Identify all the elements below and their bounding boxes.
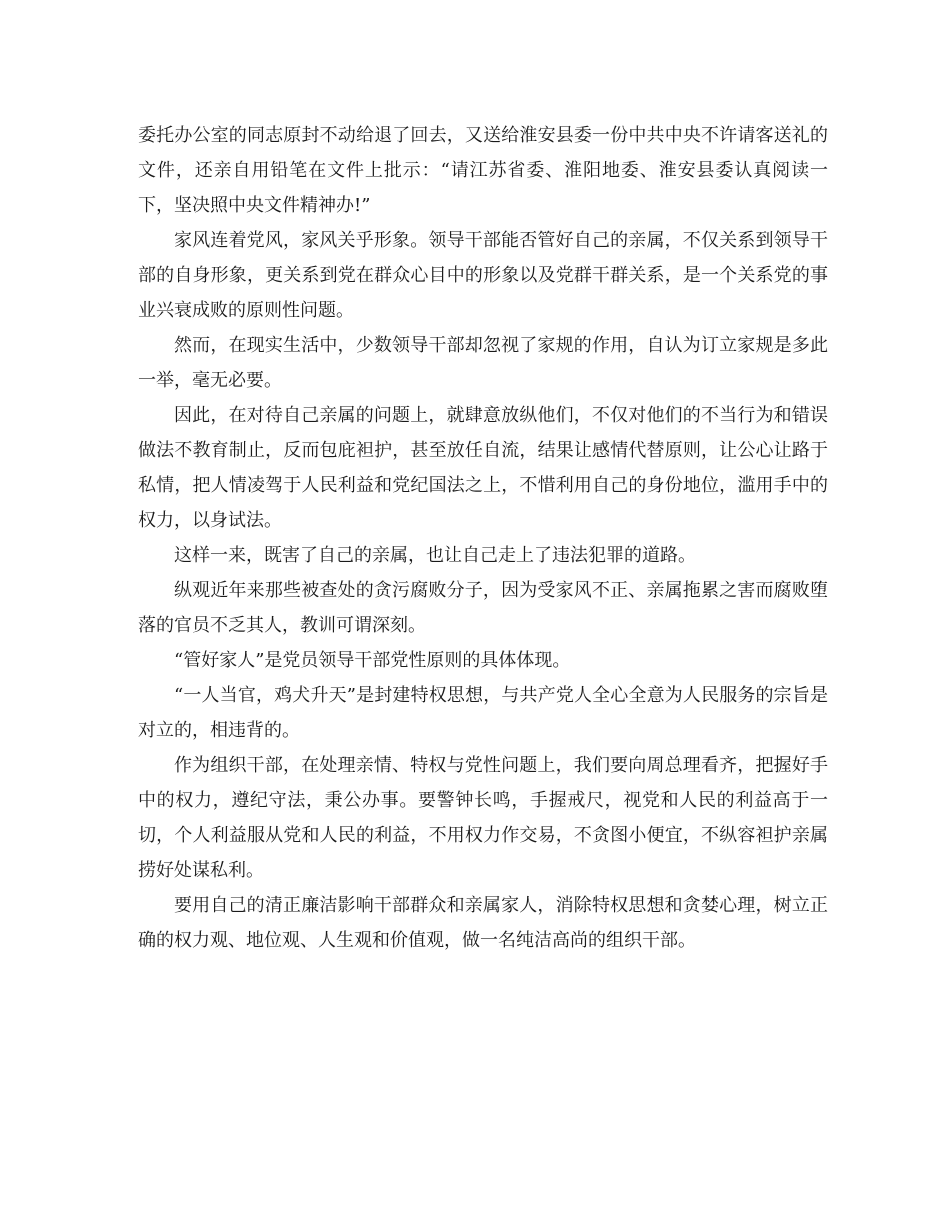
paragraph-6: 纵观近年来那些被查处的贪污腐败分子，因为受家风不正、亲属拖累之害而腐败堕落的官员不乏其人，教训可谓深刻。 — [138, 580, 828, 636]
paragraph-3: 然而，在现实生活中，少数领导干部却忽视了家规的作用，自认为订立家规是多此一举，毫无必要。 — [138, 335, 828, 391]
paragraph-10: 要用自己的清正廉洁影响干部群众和亲属家人，消除特权思想和贪婪心理，树立正确的权力观、地位观、人生观和价值观，做一名纯洁高尚的组织干部。 — [138, 895, 828, 951]
paragraph-8: “一人当官，鸡犬升天”是封建特权思想，与共产党人全心全意为人民服务的宗旨是对立的，相违背的。 — [138, 685, 828, 741]
paragraph-9: 作为组织干部，在处理亲情、特权与党性问题上，我们要向周总理看齐，把握好手中的权力，遵纪守法，秉公办事。要警钟长鸣，手握戒尺，视党和人民的利益高于一切，个人利益服从党和人民的利益，不用权力作交易，不贪图小便宜，不纵容袒护亲属捞好处谋私利。 — [138, 755, 828, 881]
paragraph-2: 家风连着党风，家风关乎形象。领导干部能否管好自己的亲属，不仅关系到领导干部的自身形象，更关系到党在群众心目中的形象以及党群干群关系，是一个关系党的事业兴衰成败的原则性问题。 — [138, 230, 828, 321]
paragraph-4: 因此，在对待自己亲属的问题上，就肆意放纵他们，不仅对他们的不当行为和错误做法不教育制止，反而包庇袒护，甚至放任自流，结果让感情代替原则，让公心让路于私情，把人情凌驾于人民利益和党纪国法之上，不惜利用自己的身份地位，滥用手中的权力，以身试法。 — [138, 405, 828, 531]
paragraph-5: 这样一来，既害了自己的亲属，也让自己走上了违法犯罪的道路。 — [174, 545, 696, 566]
document-body — [138, 118, 828, 958]
paragraph-7: “管好家人”是党员领导干部党性原则的具体体现。 — [174, 650, 571, 671]
paragraph-1: 委托办公室的同志原封不动给退了回去，又送给淮安县委一份中共中央不许请客送礼的文件，还亲自用铅笔在文件上批示：“请江苏省委、淮阳地委、淮安县委认真阅读一下，坚决照中央文件精神办!” — [138, 125, 828, 216]
